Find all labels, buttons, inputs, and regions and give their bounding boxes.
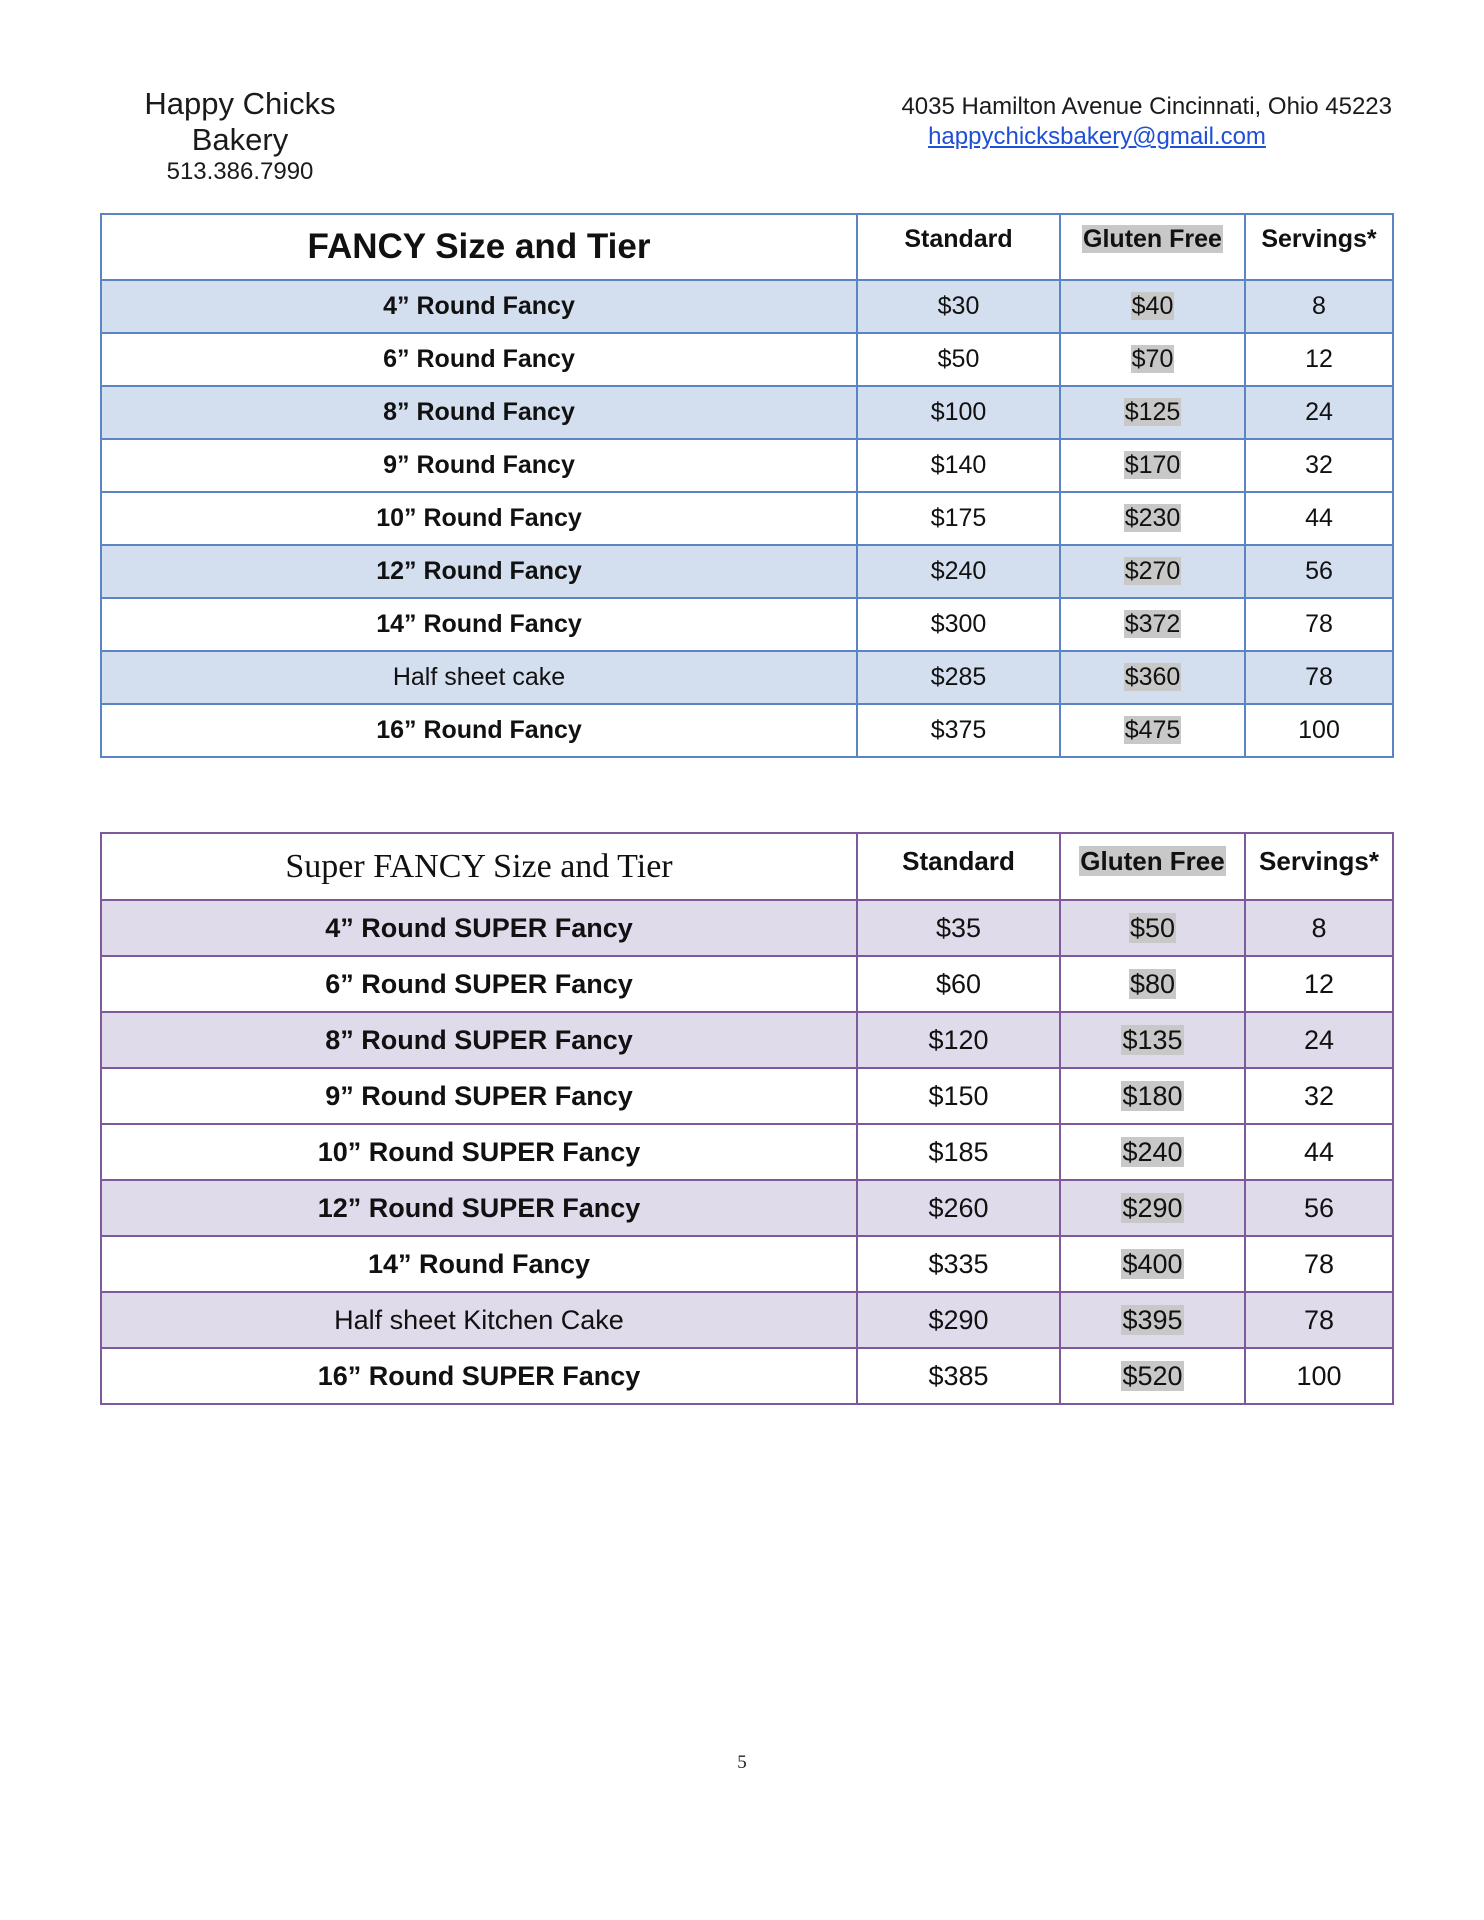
col-servings-header: Servings* bbox=[1245, 214, 1393, 280]
servings: 24 bbox=[1245, 386, 1393, 439]
cake-name: 9” Round Fancy bbox=[101, 439, 857, 492]
business-address: 4035 Hamilton Avenue Cincinnati, Ohio 45223 bbox=[901, 93, 1392, 120]
gluten-free-cell bbox=[1060, 704, 1245, 757]
table-row bbox=[101, 1292, 1393, 1348]
cake-name: 14” Round Fancy bbox=[101, 1236, 857, 1292]
page-number: 5 bbox=[737, 1752, 747, 1773]
gluten-free-cell bbox=[1060, 333, 1245, 386]
cake-name: 9” Round SUPER Fancy bbox=[101, 1068, 857, 1124]
table-row bbox=[101, 1012, 1393, 1068]
gluten-free-cell bbox=[1060, 1124, 1245, 1180]
fancy-price-table bbox=[100, 213, 1394, 758]
col-servings-header: Servings* bbox=[1245, 833, 1393, 900]
gluten-free-cell bbox=[1060, 1012, 1245, 1068]
table-row bbox=[101, 280, 1393, 333]
servings: 56 bbox=[1245, 545, 1393, 598]
servings: 32 bbox=[1245, 439, 1393, 492]
standard-price: $175 bbox=[857, 492, 1060, 545]
standard-price: $335 bbox=[857, 1236, 1060, 1292]
cake-name: 6” Round Fancy bbox=[101, 333, 857, 386]
servings: 100 bbox=[1245, 704, 1393, 757]
standard-price: $240 bbox=[857, 545, 1060, 598]
gluten-free-price: $125 bbox=[1124, 398, 1181, 426]
gluten-free-price: $50 bbox=[1129, 912, 1176, 943]
cake-name: Half sheet Kitchen Cake bbox=[101, 1292, 857, 1348]
gluten-free-price: $240 bbox=[1122, 1136, 1183, 1167]
gluten-free-cell bbox=[1060, 651, 1245, 704]
col-gluten-free-header bbox=[1060, 833, 1245, 900]
table-header-row bbox=[101, 214, 1393, 280]
gluten-free-price: $80 bbox=[1129, 968, 1176, 999]
standard-price: $35 bbox=[857, 900, 1060, 956]
servings: 8 bbox=[1245, 280, 1393, 333]
table-row bbox=[101, 900, 1393, 956]
cake-name: 4” Round Fancy bbox=[101, 280, 857, 333]
cake-name: 16” Round Fancy bbox=[101, 704, 857, 757]
gluten-free-cell bbox=[1060, 598, 1245, 651]
business-header bbox=[92, 86, 388, 186]
super-fancy-price-table bbox=[100, 832, 1394, 1405]
standard-price: $290 bbox=[857, 1292, 1060, 1348]
standard-price: $150 bbox=[857, 1068, 1060, 1124]
table-row bbox=[101, 1068, 1393, 1124]
gluten-free-price: $270 bbox=[1124, 557, 1181, 585]
col-standard-header: Standard bbox=[857, 214, 1060, 280]
fancy-table-title: FANCY Size and Tier bbox=[101, 214, 857, 280]
servings: 12 bbox=[1245, 333, 1393, 386]
super-fancy-table-title: Super FANCY Size and Tier bbox=[101, 833, 857, 900]
gluten-free-cell bbox=[1060, 1348, 1245, 1404]
gluten-free-price: $395 bbox=[1122, 1304, 1183, 1335]
gluten-free-cell bbox=[1060, 900, 1245, 956]
standard-price: $285 bbox=[857, 651, 1060, 704]
standard-price: $50 bbox=[857, 333, 1060, 386]
standard-price: $375 bbox=[857, 704, 1060, 757]
cake-name: Half sheet cake bbox=[101, 651, 857, 704]
table-row bbox=[101, 492, 1393, 545]
standard-price: $185 bbox=[857, 1124, 1060, 1180]
table-row bbox=[101, 439, 1393, 492]
table-row bbox=[101, 545, 1393, 598]
cake-name: 14” Round Fancy bbox=[101, 598, 857, 651]
gluten-free-cell bbox=[1060, 956, 1245, 1012]
gluten-free-label: Gluten Free bbox=[1080, 846, 1225, 876]
gluten-free-price: $290 bbox=[1122, 1192, 1183, 1223]
standard-price: $30 bbox=[857, 280, 1060, 333]
servings: 32 bbox=[1245, 1068, 1393, 1124]
business-phone: 513.386.7990 bbox=[166, 158, 314, 185]
gluten-free-cell bbox=[1060, 280, 1245, 333]
servings: 78 bbox=[1245, 1236, 1393, 1292]
cake-name: 8” Round Fancy bbox=[101, 386, 857, 439]
gluten-free-cell bbox=[1060, 1236, 1245, 1292]
standard-price: $60 bbox=[857, 956, 1060, 1012]
servings: 12 bbox=[1245, 956, 1393, 1012]
servings: 56 bbox=[1245, 1180, 1393, 1236]
gluten-free-price: $40 bbox=[1131, 292, 1174, 320]
gluten-free-price: $170 bbox=[1124, 451, 1181, 479]
table-row bbox=[101, 386, 1393, 439]
table-header-row bbox=[101, 833, 1393, 900]
table-row bbox=[101, 333, 1393, 386]
gluten-free-cell bbox=[1060, 545, 1245, 598]
gluten-free-price: $360 bbox=[1124, 663, 1181, 691]
servings: 78 bbox=[1245, 1292, 1393, 1348]
gluten-free-price: $520 bbox=[1122, 1360, 1183, 1391]
standard-price: $140 bbox=[857, 439, 1060, 492]
standard-price: $260 bbox=[857, 1180, 1060, 1236]
cake-name: 4” Round SUPER Fancy bbox=[101, 900, 857, 956]
gluten-free-price: $372 bbox=[1124, 610, 1181, 638]
servings: 24 bbox=[1245, 1012, 1393, 1068]
table-row bbox=[101, 1180, 1393, 1236]
cake-name: 8” Round SUPER Fancy bbox=[101, 1012, 857, 1068]
servings: 100 bbox=[1245, 1348, 1393, 1404]
standard-price: $120 bbox=[857, 1012, 1060, 1068]
table-row bbox=[101, 651, 1393, 704]
gluten-free-price: $135 bbox=[1122, 1024, 1183, 1055]
email-link[interactable]: happychicksbakery@gmail.com bbox=[928, 123, 1266, 150]
gluten-free-cell bbox=[1060, 439, 1245, 492]
table-row bbox=[101, 1348, 1393, 1404]
gluten-free-price: $230 bbox=[1124, 504, 1181, 532]
cake-name: 16” Round SUPER Fancy bbox=[101, 1348, 857, 1404]
cake-name: 12” Round SUPER Fancy bbox=[101, 1180, 857, 1236]
servings: 78 bbox=[1245, 598, 1393, 651]
gluten-free-cell bbox=[1060, 1292, 1245, 1348]
servings: 78 bbox=[1245, 651, 1393, 704]
gluten-free-cell bbox=[1060, 1068, 1245, 1124]
cake-name: 6” Round SUPER Fancy bbox=[101, 956, 857, 1012]
gluten-free-price: $475 bbox=[1124, 716, 1181, 744]
business-name: Happy Chicks Bakery bbox=[144, 86, 336, 157]
cake-name: 10” Round Fancy bbox=[101, 492, 857, 545]
col-gluten-free-header bbox=[1060, 214, 1245, 280]
table-row bbox=[101, 704, 1393, 757]
gluten-free-cell bbox=[1060, 1180, 1245, 1236]
table-row bbox=[101, 598, 1393, 651]
table-row bbox=[101, 1236, 1393, 1292]
gluten-free-cell bbox=[1060, 386, 1245, 439]
col-standard-header: Standard bbox=[857, 833, 1060, 900]
servings: 44 bbox=[1245, 492, 1393, 545]
gluten-free-label: Gluten Free bbox=[1083, 225, 1222, 253]
table-row bbox=[101, 956, 1393, 1012]
cake-name: 10” Round SUPER Fancy bbox=[101, 1124, 857, 1180]
gluten-free-price: $400 bbox=[1122, 1248, 1183, 1279]
table-row bbox=[101, 1124, 1393, 1180]
standard-price: $300 bbox=[857, 598, 1060, 651]
standard-price: $100 bbox=[857, 386, 1060, 439]
standard-price: $385 bbox=[857, 1348, 1060, 1404]
servings: 8 bbox=[1245, 900, 1393, 956]
contact-header bbox=[772, 92, 1392, 152]
gluten-free-cell bbox=[1060, 492, 1245, 545]
servings: 44 bbox=[1245, 1124, 1393, 1180]
cake-name: 12” Round Fancy bbox=[101, 545, 857, 598]
gluten-free-price: $180 bbox=[1122, 1080, 1183, 1111]
gluten-free-price: $70 bbox=[1131, 345, 1174, 373]
